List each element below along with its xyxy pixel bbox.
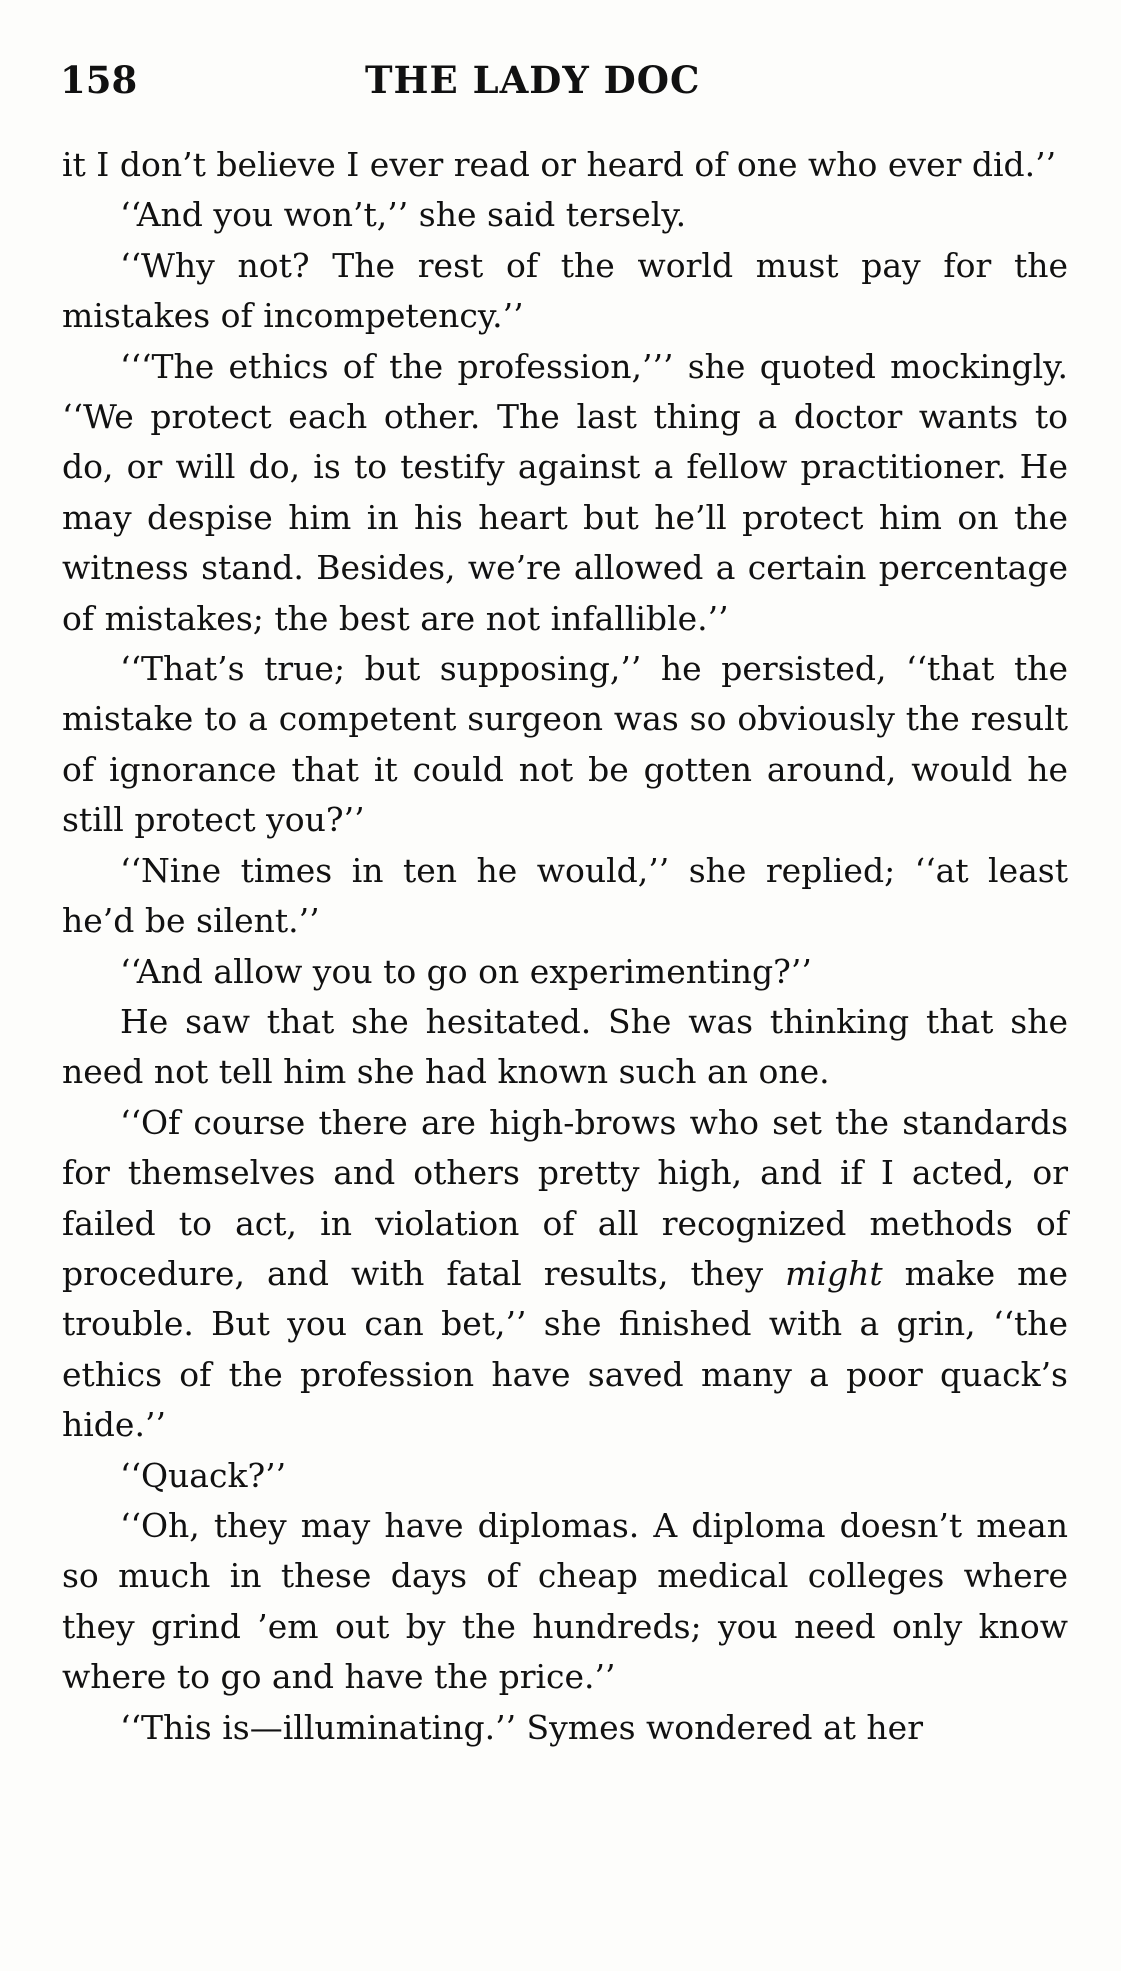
paragraph-3: ‘‘Why not? The rest of the world must pay for the mistakes of incompetency.’’ (62, 245, 1068, 336)
running-header (60, 52, 1070, 108)
body-text (62, 140, 1068, 1753)
paragraph-9 (62, 1098, 1068, 1451)
paragraph-12: ‘‘This is—illuminating.’’ Symes wondered at her (120, 1707, 923, 1747)
paragraph-9-start: ‘‘Of course there are high-brows who set the standards for themselves and others pretty high, and if I acted, or failed to act, in violation of all recognized methods of procedure, and with fatal results, they (62, 1102, 1068, 1293)
paragraph-7: ‘‘And allow you to go on experimenting?’’ (120, 951, 812, 991)
paragraph-5: ‘‘That’s true; but supposing,’’ he persisted, ‘‘that the mistake to a competent surgeon was so obviously the result of ignorance that it could not be gotten around, would he still protect you?’’ (62, 649, 1068, 840)
paragraph-11: ‘‘Oh, they may have diplomas. A diploma doesn’t mean so much in these days of cheap medical colleges where they grind ’em out by the hundreds; you need only know where to go and have the price.’’ (62, 1505, 1068, 1697)
paragraph-9-end: make me trouble. But you can bet,’’ she finished with a grin, ‘‘the ethics of the profession have saved many a poor quack’s hide.’’ (62, 1253, 1068, 1445)
paragraph-2: ‘‘And you won’t,’’ she said tersely. (120, 195, 687, 235)
paragraph-4: ‘‘‘The ethics of the profession,’’’ she quoted mockingly. ‘‘We protect each other. The last thing a doctor wants to do, or will do, is to testify against a fellow practitioner. He may despise him in his heart but he’ll protect him on the witness stand. Besides, we’re allowed a certain percentage of mistakes; the best are not infallible.’’ (62, 346, 1068, 638)
paragraph-10: ‘‘Quack?’’ (120, 1455, 287, 1495)
paragraph-8: He saw that she hesitated. She was thinking that she need not tell him she had known such an one. (62, 1001, 1068, 1092)
paragraph-1: it I don’t believe I ever read or heard of one who ever did.’’ (62, 145, 1057, 184)
emphasis-might: might (785, 1253, 883, 1293)
paragraph-6: ‘‘Nine times in ten he would,’’ she replied; ‘‘at least he’d be silent.’’ (62, 850, 1068, 941)
page-number: 158 (60, 58, 138, 102)
book-title: THE LADY DOC (365, 58, 701, 102)
